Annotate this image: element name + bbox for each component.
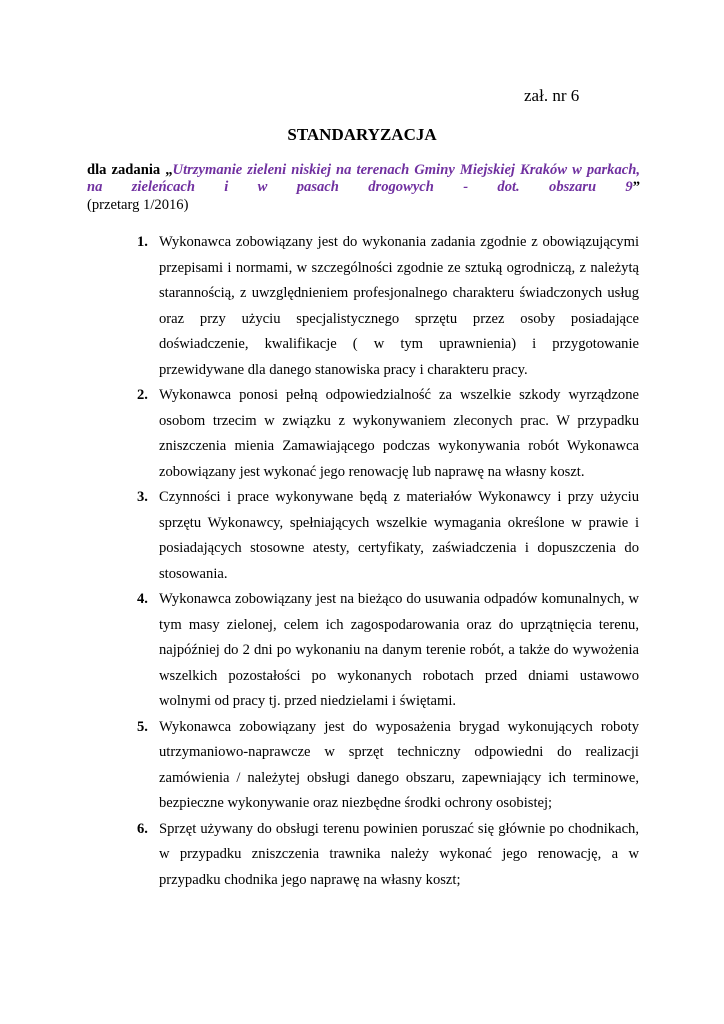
- requirements-list: [0, 230, 724, 893]
- item-text: Wykonawca zobowiązany jest do wyposażenia brygad wykonujących roboty utrzymaniowo-naprawcze w sprzęt techniczny odpowiedni do realizacji zamówienia / należytej obsługi danego obszaru, zapewniający ich terminowe, bezpieczne wykonywanie oraz niezbędne środki ochrony osobistej;: [159, 718, 639, 811]
- item-number: 4.: [137, 591, 148, 607]
- item-number: 1.: [137, 234, 148, 250]
- list-item: [0, 817, 639, 894]
- list-item: [0, 230, 639, 383]
- task-name: Utrzymanie zieleni niskiej na terenach Gminy Miejskiej Kraków w parkach, na zieleńcach i w pasach drogowych - dot. obszaru 9: [87, 162, 641, 195]
- item-number: 2.: [137, 387, 148, 403]
- item-number: 5.: [137, 718, 148, 735]
- page-title: STANDARYZACJA: [287, 125, 437, 144]
- list-item: [0, 383, 639, 485]
- list-item: [0, 485, 639, 587]
- task-prefix: dla zadania „: [87, 162, 173, 178]
- list-item: [0, 715, 639, 817]
- item-text: Wykonawca zobowiązany jest do wykonania zadania zgodnie z obowiązującymi przepisami i normami, w szczególności zgodnie ze sztuką ogrodniczą, z należytą starannością, z uwzględnieniem profesjonalnego charakteru świadczonych usług oraz przy użyciu specjalistycznego sprzętu przez osoby posiadające doświadczenie, kwalifikacje ( w tym uprawnienia) i przygotowanie przewidywane dla danego stanowiska pracy i charakteru pracy.: [159, 234, 639, 378]
- item-text: Czynności i prace wykonywane będą z materiałów Wykonawcy i przy użyciu sprzętu Wykonawcy, spełniających wszelkie wymagania określone w prawie i posiadających stosowne atesty, certyfikaty, zaświadczenia i dopuszczenia do stosowania.: [159, 489, 639, 582]
- attachment-label: zał. nr 6: [524, 86, 580, 105]
- item-text: Sprzęt używany do obsługi terenu powinien poruszać się głównie po chodnikach, w przypadku zniszczenia trawnika należy wykonać jego renowację, a w przypadku chodnika jego naprawę na własny koszt;: [159, 820, 639, 888]
- item-number: 3.: [137, 489, 148, 505]
- item-text: Wykonawca zobowiązany jest na bieżąco do usuwania odpadów komunalnych, w tym masy zielonej, celem ich zagospodarowania oraz do uprzątnięcia terenu, najpóźniej do 2 dni po wykonaniu na danym terenie robót, a także do wywożenia wszelkich pozostałości po wykonanych robotach przed dniami ustawowo wolnymi od pracy tj. przed niedzielami i świętami.: [159, 591, 639, 709]
- item-text: Wykonawca ponosi pełną odpowiedzialność za wszelkie szkody wyrządzone osobom trzecim w związku z wykonywaniem zleconych prac. W przypadku zniszczenia mienia Zamawiającego podczas wykonywania robót Wykonawca zobowiązany jest wykonać jego renowację lub naprawę na własny koszt.: [159, 387, 639, 480]
- item-number: 6.: [137, 820, 148, 837]
- task-suffix: ”: [632, 179, 640, 195]
- task-description: [87, 162, 640, 196]
- tender-number: (przetarg 1/2016): [87, 197, 189, 213]
- list-item: [0, 587, 639, 715]
